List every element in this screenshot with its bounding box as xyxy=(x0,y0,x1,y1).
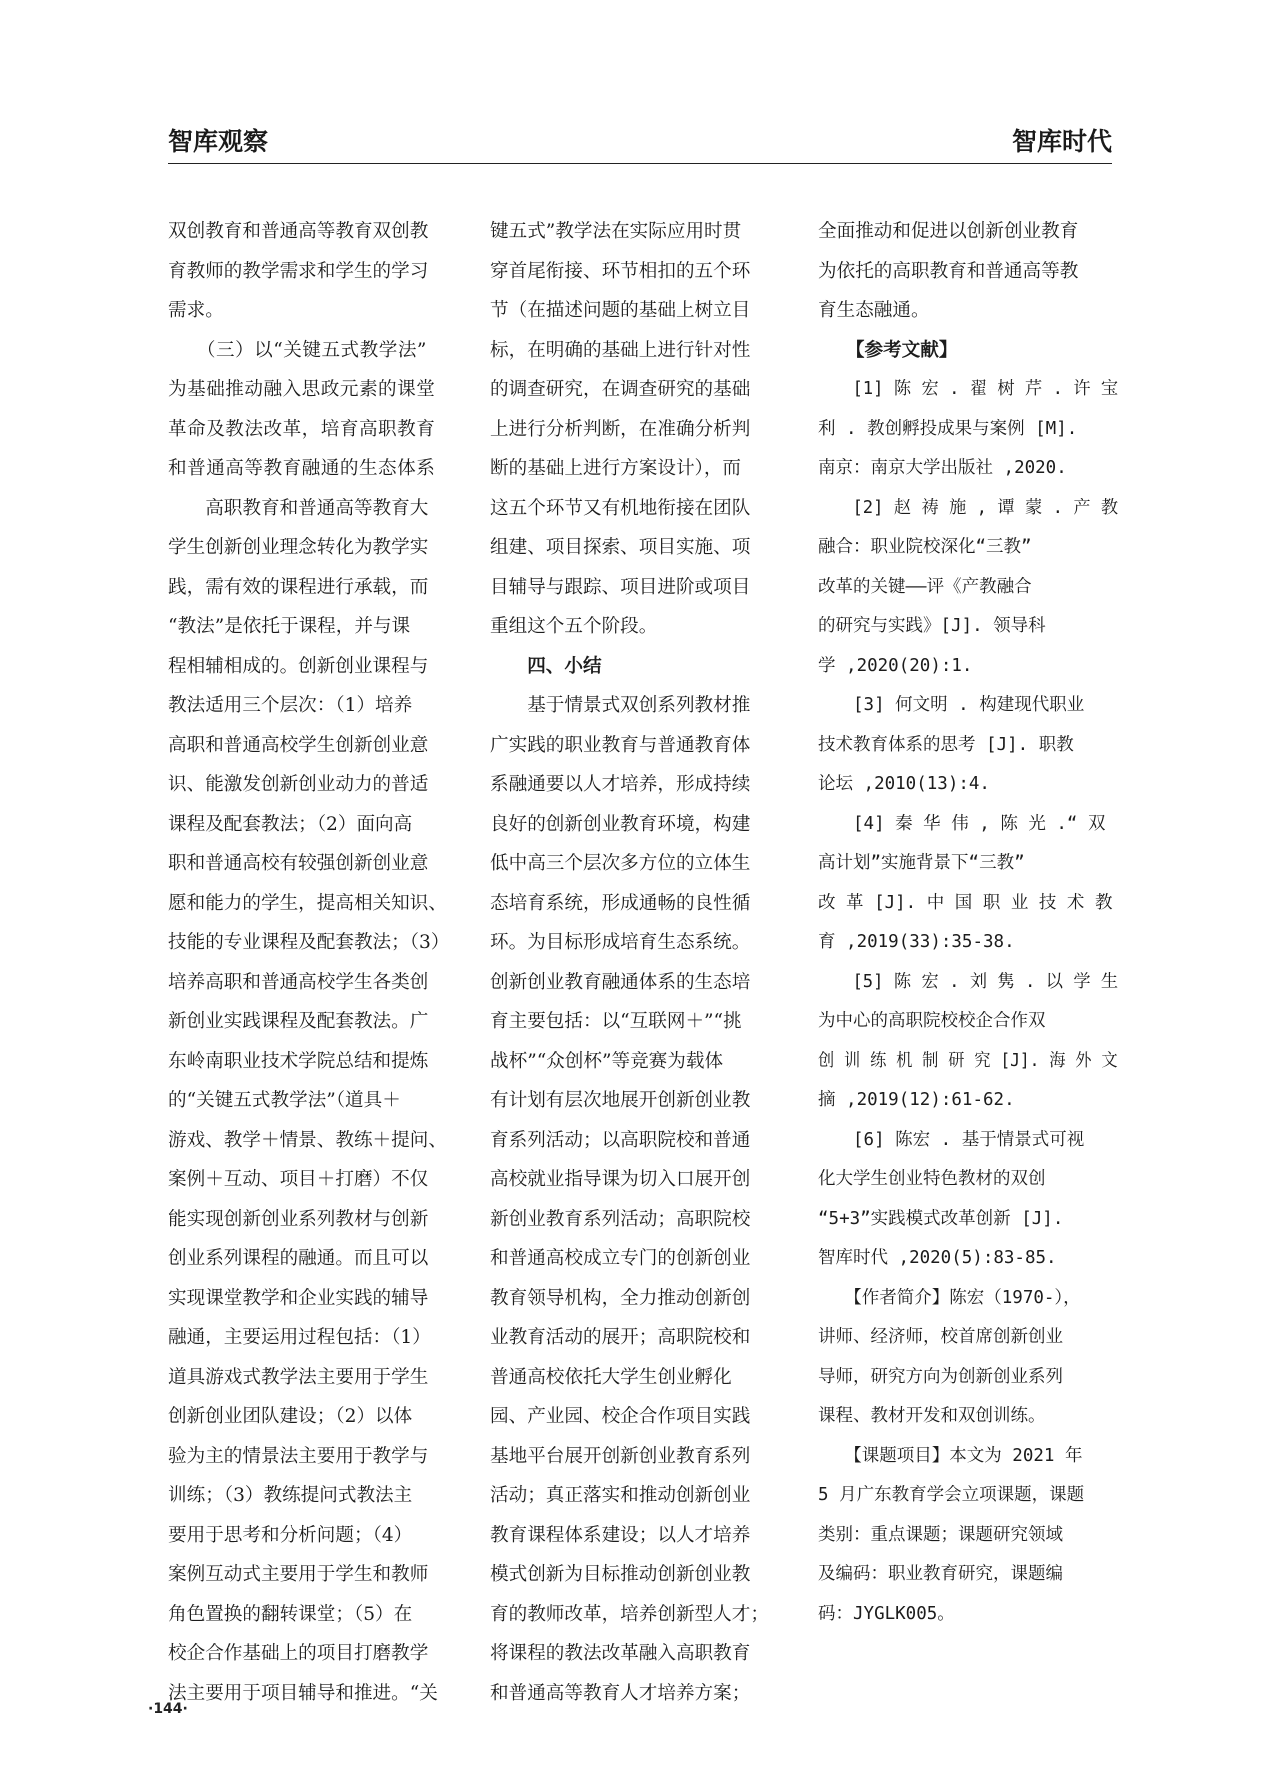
text-line: 案例＋互动、项目＋打磨）不仅 xyxy=(168,1169,429,1190)
text-line: 高校就业指导课为切入口展开创 xyxy=(490,1169,751,1190)
text-line: 广实践的职业教育与普通教育体 xyxy=(490,734,751,756)
text-line: 程相辅相成的。创新创业课程与 xyxy=(168,655,429,677)
reference-line: 改 革 [J]. 中 国 职 业 技 术 教 xyxy=(818,892,1113,913)
text-line: 良好的创新创业教育环境，构建 xyxy=(490,813,751,835)
text-line: 识、能激发创新创业动力的普适 xyxy=(168,774,429,795)
reference-line: 化大学生创业特色教材的双创 xyxy=(818,1169,1046,1189)
text-line: 高职教育和普通高等教育大 xyxy=(168,497,429,519)
text-line: 园、产业园、校企合作项目实践 xyxy=(490,1406,751,1427)
text-line: 创新创业团队建设；（2）以体 xyxy=(168,1406,413,1427)
reference-line: 及编码：职业教育研究，课题编 xyxy=(818,1564,1063,1584)
reference-line: 【作者简介】陈宏（1970-）， xyxy=(818,1287,1081,1308)
section-heading: 【参考文献】 xyxy=(818,339,958,361)
text-line: 新创业教育系列活动；高职院校 xyxy=(490,1208,751,1230)
text-line: 校企合作基础上的项目打磨教学 xyxy=(168,1643,429,1664)
text-line: 教育领导机构，全力推动创新创 xyxy=(490,1287,751,1309)
text-line: 组建、项目探索、项目实施、项 xyxy=(490,537,751,558)
text-line: 育教师的教学需求和学生的学习 xyxy=(168,260,429,282)
text-line: 上进行分析判断，在准确分析判 xyxy=(490,418,751,440)
reference-line: [1] 陈 宏 . 翟 树 芹 . 许 宝 xyxy=(818,379,1119,399)
text-line: 职和普通高校有较强创新创业意 xyxy=(168,853,429,874)
text-line: 和普通高等教育融通的生态体系 xyxy=(168,458,436,479)
text-line: 键五式”教学法在实际应用时贯 xyxy=(490,221,742,242)
text-line: “教法”是依托于课程，并与课 xyxy=(168,616,411,637)
journal-title: 智库时代 xyxy=(1011,127,1112,156)
text-column-1 xyxy=(168,212,468,1713)
reference-line: 的研究与实践》[J]. 领导科 xyxy=(818,616,1046,636)
text-line: 育生态融通。 xyxy=(818,300,930,321)
text-line: 模式创新为目标推动创新创业教 xyxy=(490,1564,751,1585)
text-line: 系融通要以人才培养，形成持续 xyxy=(490,774,751,795)
reference-line: 【课题项目】本文为 2021 年 xyxy=(818,1445,1083,1466)
text-line: 目辅导与跟踪、项目进阶或项目 xyxy=(490,576,751,598)
reference-line: [2] 赵 祷 施 , 谭 蒙 . 产 教 xyxy=(818,497,1119,518)
text-line: 新创业实践课程及配套教法。广 xyxy=(168,1011,429,1032)
text-line: 全面推动和促进以创新创业教育 xyxy=(818,221,1079,242)
page-number: ·144· xyxy=(148,1701,188,1717)
reference-line: 育 ,2019(33):35-38. xyxy=(818,932,1015,952)
text-line: 创新创业教育融通体系的生态培 xyxy=(490,971,751,993)
text-line: 节（在描述问题的基础上树立目 xyxy=(490,300,751,321)
text-line: 能实现创新创业系列教材与创新 xyxy=(168,1208,429,1230)
text-line: 将课程的教法改革融入高职教育 xyxy=(490,1643,751,1664)
reference-line: 高计划”实施背景下“三教” xyxy=(818,853,1025,873)
reference-line: [5] 陈 宏 . 刘 隽 . 以 学 生 xyxy=(818,971,1119,992)
text-line: 学生创新创业理念转化为教学实 xyxy=(168,537,429,558)
text-line: 和普通高校成立专门的创新创业 xyxy=(490,1248,751,1269)
text-line: 革命及教法改革，培育高职教育 xyxy=(168,418,436,440)
header-divider xyxy=(168,163,1112,164)
reference-line: [4] 秦 华 伟 , 陈 光 .“ 双 xyxy=(818,813,1106,834)
text-line: 活动；真正落实和推动创新创业 xyxy=(490,1485,751,1506)
text-line: 愿和能力的学生，提高相关知识、 xyxy=(168,892,447,914)
text-line: 法主要用于项目辅导和推进。“关 xyxy=(168,1682,438,1704)
text-line: 教育课程体系建设；以人才培养 xyxy=(490,1524,751,1546)
section-title: 智库观察 xyxy=(168,127,269,156)
text-line: 课程及配套教法；（2）面向高 xyxy=(168,813,413,835)
reference-line: 技术教育体系的思考 [J]. 职教 xyxy=(818,734,1074,755)
text-line: 的调查研究，在调查研究的基础 xyxy=(490,379,751,400)
reference-line: 导师，研究方向为创新创业系列 xyxy=(818,1366,1063,1387)
reference-line: [3] 何文明 . 构建现代职业 xyxy=(818,695,1085,715)
text-column-2 xyxy=(490,212,790,1713)
reference-line: 南京：南京大学出版社 ,2020. xyxy=(818,458,1067,478)
text-line: 培养高职和普通高校学生各类创 xyxy=(168,971,429,993)
text-line: 技能的专业课程及配套教法；（3） xyxy=(168,932,450,953)
reference-line: 论坛 ,2010(13):4. xyxy=(818,774,990,794)
reference-line: 5 月广东教育学会立项课题，课题 xyxy=(818,1485,1085,1505)
running-header xyxy=(168,126,1112,166)
text-line: 训练；（3）教练提问式教法主 xyxy=(168,1485,413,1506)
text-line: 标，在明确的基础上进行针对性 xyxy=(490,339,751,361)
text-line: 的“关键五式教学法”（道具＋ xyxy=(168,1090,401,1111)
reference-line: 智库时代 ,2020(5):83-85. xyxy=(818,1248,1057,1268)
text-line: 普通高校依托大学生创业孵化 xyxy=(490,1366,732,1388)
text-line: 业教育活动的展开；高职院校和 xyxy=(490,1327,751,1348)
text-line: 低中高三个层次多方位的立体生 xyxy=(490,853,751,874)
reference-line: [6] 陈宏 . 基于情景式可视 xyxy=(818,1129,1085,1150)
text-line: 有计划有层次地展开创新创业教 xyxy=(490,1090,751,1111)
text-line: 基地平台展开创新创业教育系列 xyxy=(490,1445,751,1467)
reference-line: 码：JYGLK005。 xyxy=(818,1603,955,1624)
reference-line: 类别：重点课题；课题研究领域 xyxy=(818,1524,1063,1545)
text-line: 创业系列课程的融通。而且可以 xyxy=(168,1248,429,1269)
text-line: 验为主的情景法主要用于教学与 xyxy=(168,1445,429,1467)
text-line: 态培育系统，形成通畅的良性循 xyxy=(490,892,751,914)
section-heading: 四、小结 xyxy=(490,655,602,677)
text-line: 为基础推动融入思政元素的课堂 xyxy=(168,379,436,400)
text-line: 实现课堂教学和企业实践的辅导 xyxy=(168,1287,429,1309)
reference-line: 创 训 练 机 制 研 究 [J]. 海 外 文 xyxy=(818,1050,1118,1071)
reference-line: 利 . 教创孵投成果与案例 [M]. xyxy=(818,418,1078,439)
reference-line: 学 ,2020(20):1. xyxy=(818,655,973,676)
reference-line: 改革的关键——评《产教融合 xyxy=(818,576,1032,597)
text-line: 断的基础上进行方案设计），而 xyxy=(490,458,742,479)
text-line: 育的教师改革，培养创新型人才； xyxy=(490,1603,769,1625)
reference-line: “5+3”实践模式改革创新 [J]. xyxy=(818,1208,1064,1229)
text-line: 道具游戏式教学法主要用于学生 xyxy=(168,1366,429,1388)
reference-line: 摘 ,2019(12):61-62. xyxy=(818,1090,1015,1110)
reference-line: 讲师、经济师，校首席创新创业 xyxy=(818,1327,1063,1347)
text-line: 需求。 xyxy=(168,300,224,321)
text-line: 融通，主要运用过程包括：（1） xyxy=(168,1327,431,1348)
text-line: 穿首尾衔接、环节相扣的五个环 xyxy=(490,260,751,282)
reference-line: 融合：职业院校深化“三教” xyxy=(818,537,1032,557)
text-line: 这五个环节又有机地衔接在团队 xyxy=(490,497,751,519)
text-line: 基于情景式双创系列教材推 xyxy=(490,695,751,716)
text-column-3 xyxy=(818,212,1118,1634)
text-line: 重组这个五个阶段。 xyxy=(490,616,658,637)
reference-line: 课程、教材开发和双创训练。 xyxy=(818,1406,1046,1426)
text-line: 要用于思考和分析问题；（4） xyxy=(168,1524,413,1546)
text-line: （三）以“关键五式教学法” xyxy=(168,339,427,361)
text-line: 环。为目标形成培育生态系统。 xyxy=(490,932,751,953)
text-line: 践，需有效的课程进行承载，而 xyxy=(168,576,429,598)
text-line: 和普通高等教育人才培养方案； xyxy=(490,1682,751,1704)
text-line: 双创教育和普通高等教育双创教 xyxy=(168,221,429,242)
text-line: 游戏、教学＋情景、教练＋提问、 xyxy=(168,1129,447,1151)
text-line: 案例互动式主要用于学生和教师 xyxy=(168,1564,429,1585)
text-line: 教法适用三个层次：（1）培养 xyxy=(168,695,413,716)
reference-line: 为中心的高职院校校企合作双 xyxy=(818,1011,1046,1031)
text-line: 为依托的高职教育和普通高等教 xyxy=(818,260,1079,282)
text-line: 高职和普通高校学生创新创业意 xyxy=(168,734,429,756)
text-line: 育主要包括：以“互联网＋”“挑 xyxy=(490,1011,742,1032)
text-line: 东岭南职业技术学院总结和提炼 xyxy=(168,1050,429,1072)
text-line: 育系列活动；以高职院校和普通 xyxy=(490,1129,751,1151)
text-line: 战杯”“众创杯”等竞赛为载体 xyxy=(490,1050,724,1072)
text-line: 角色置换的翻转课堂；（5）在 xyxy=(168,1603,413,1625)
